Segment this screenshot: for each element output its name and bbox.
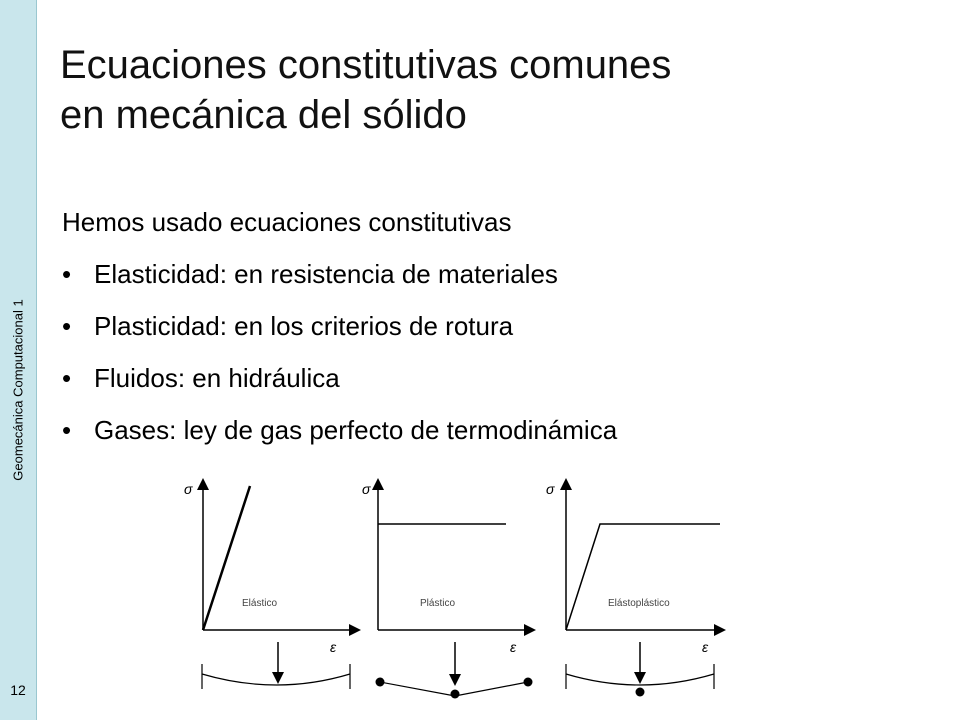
bullet-dot: • xyxy=(62,363,72,393)
sidebar xyxy=(0,0,37,720)
diagram-label: Plástico xyxy=(420,598,456,609)
bullet-label: Fluidos: en hidráulica xyxy=(94,363,340,393)
sigma-label: σ xyxy=(546,481,555,497)
bullet-label: Gases: ley de gas perfecto de termodinámica xyxy=(94,415,618,445)
diagram-plastic xyxy=(362,481,533,699)
beam-icon xyxy=(202,674,350,685)
hinge-right xyxy=(524,678,533,687)
bullet-item xyxy=(62,410,942,450)
diagram-label: Elástoplástico xyxy=(608,598,670,609)
constitutive-diagrams xyxy=(170,474,730,702)
bullet-list xyxy=(62,254,942,450)
page-number: 12 xyxy=(10,682,26,698)
epsilon-label: ε xyxy=(510,639,517,655)
slide-body xyxy=(62,202,942,462)
bullet-item xyxy=(62,306,942,346)
epsilon-label: ε xyxy=(702,639,709,655)
bullet-dot: • xyxy=(62,311,72,341)
intro-text: Hemos usado ecuaciones constitutivas xyxy=(62,207,512,237)
hinge-center xyxy=(636,688,645,697)
title-line-2: en mecánica del sólido xyxy=(60,93,467,137)
bullet-label: Elasticidad: en resistencia de materiales xyxy=(94,259,558,289)
bullet-label: Plasticidad: en los criterios de rotura xyxy=(94,311,514,341)
sigma-label: σ xyxy=(184,481,193,497)
epsilon-label: ε xyxy=(330,639,337,655)
bullet-dot: • xyxy=(62,259,72,289)
slide-title xyxy=(60,40,940,140)
diagram-label: Elástico xyxy=(242,598,278,609)
hinge-left xyxy=(376,678,385,687)
hinge-center xyxy=(451,690,460,699)
diagram-elastoplastic xyxy=(546,481,720,697)
elastoplastic-curve xyxy=(566,524,720,630)
bullet-item xyxy=(62,254,942,294)
bullet-dot: • xyxy=(62,415,72,445)
title-line-1: Ecuaciones constitutivas comunes xyxy=(60,43,672,87)
bullet-item xyxy=(62,358,942,398)
sidebar-course-title: Geomecánica Computacional 1 xyxy=(10,299,26,481)
sigma-label: σ xyxy=(362,481,371,497)
diagram-elastic xyxy=(184,481,355,689)
